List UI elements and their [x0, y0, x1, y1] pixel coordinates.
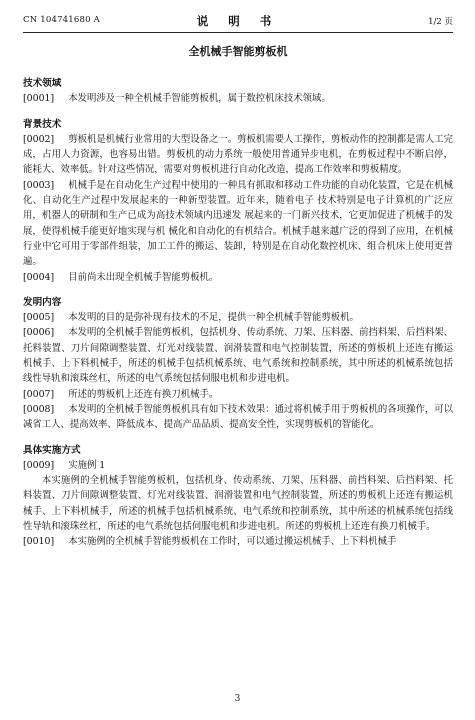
paragraph	[23, 402, 453, 433]
page-header	[23, 13, 453, 31]
paragraph-number: [0010]	[23, 536, 55, 548]
paragraph-text: 本实施例的全机械手智能剪板机在工作时，可以通过搬运机械手、上下料机械手	[68, 536, 397, 548]
paragraph-number: [0009]	[23, 459, 55, 471]
page-info: 1/2 页	[428, 17, 453, 27]
paragraph-number: [0001]	[23, 93, 55, 105]
spacer	[23, 107, 453, 117]
paragraph-number: [0004]	[23, 271, 55, 283]
paragraph-text: 剪板机是机械行业常用的大型设备之一。剪板机需要人工操作，剪板动作的控制都是需人工完成，占用人力资源，也容易出错。剪板机的动力系统一般使用普通异步电机，在剪板过程中不断启停，能耗大、效率低。针对这些情况，需要对剪板机进行自动化改造，提高工作效率和剪板精度。	[23, 133, 453, 176]
paragraph-text: 所述的剪板机上还连有换刀机械手。	[68, 388, 219, 400]
paragraph	[23, 91, 453, 106]
document-title: 全机械手智能剪板机	[188, 45, 288, 58]
paragraph-text: 机械手是在自动化生产过程中使用的一种具有抓取和移动工件功能的自动化装置，它是在机械化、自动化生产过程中发展起来的一种新型装置。近年来，随着电子 技术特别是电子计算机的广泛应用，机器人的研制和生产已成为高技术领域内迅速发 展起来的一门新兴技术，它更加促进了机械手的发展，使得机械手能更好地实现与机 械化和自动化的有机结合。机械手越来越广泛的得到了应用，在机械行业中它可用于零部件组装，加工工件的搬运、装卸，特别是在自动化数控机床、组合机床上使用更普遍。	[23, 179, 453, 268]
paragraph-number: [0007]	[23, 388, 55, 400]
paragraph	[23, 178, 453, 270]
paragraph	[23, 132, 453, 178]
paragraph-text: 目前尚未出现全机械手智能剪板机。	[68, 271, 219, 283]
document-body	[23, 44, 453, 550]
paragraph-number: [0002]	[23, 133, 55, 145]
spacer	[23, 433, 453, 443]
paragraph-text: 本实施例的全机械手智能剪板机，包括机身、传动系统、刀架、压料器、前挡料架、后挡料架、托料装置、刀片间隙调整装置、灯光对线装置、润滑装置和电气控制装置，所述的剪板机上还连有搬运机械手、上下料机械手，所述的机械手包括机械系统、电气系统和控制系统，其中所述的机械系统包括线性导轨和滚珠丝杠，所述的电气系统包括伺服电机和步进电机。所述的剪板机上还连有换刀机械手。	[23, 475, 453, 533]
patent-number: CN 104741680 A	[23, 15, 100, 25]
paragraph-text: 实施例 1	[68, 459, 106, 471]
paragraph-text: 本发明的全机械手智能剪板机具有如下技术效果：通过将机械手用于剪板机的各项操作，可以减省工人、提高效率、降低成本、提高产品品质、提高安全性，实现剪板机的智能化。	[23, 403, 453, 431]
section-heading: 发明内容	[23, 296, 62, 308]
spacer	[23, 285, 453, 295]
section-heading: 技术领域	[23, 78, 62, 89]
page-number: 3	[234, 694, 241, 704]
section-heading: 具体实施方式	[23, 444, 81, 456]
header-divider	[23, 32, 453, 33]
paragraph-text: 本发明的目的是弥补现有技术的不足，提供一种全机械手智能剪板机。	[68, 312, 359, 324]
paragraph-number: [0008]	[23, 403, 55, 415]
document-type: 说 明 书	[196, 14, 280, 28]
paragraph-text: 本发明的全机械手智能剪板机，包括机身、传动系统、刀架、压料器、前挡料架、后挡料架、托料装置、刀片间隙调整装置、灯光对线装置、润滑装置和电气控制装置，所述的剪板机上还连有搬运机械手、上下料机械手，所述的机械手包括机械系统、电气系统和控制系统，其中所述的机械系统包括线性导轨和滚珠丝杠，所述的电气系统包括伺服电机和步进电机。	[23, 327, 453, 385]
paragraph	[23, 325, 453, 386]
paragraph-number: [0005]	[23, 312, 55, 324]
section-heading: 背景技术	[23, 118, 62, 130]
paragraph-number: [0006]	[23, 327, 55, 339]
paragraph	[23, 310, 453, 325]
paragraph-number: [0003]	[23, 179, 55, 191]
paragraph	[23, 458, 453, 473]
paragraph	[23, 534, 453, 549]
paragraph-text: 本发明涉及一种全机械手智能剪板机，属于数控机床技术领域。	[68, 93, 331, 105]
paragraph	[23, 387, 453, 402]
paragraph	[23, 270, 453, 285]
paragraph	[23, 473, 453, 534]
